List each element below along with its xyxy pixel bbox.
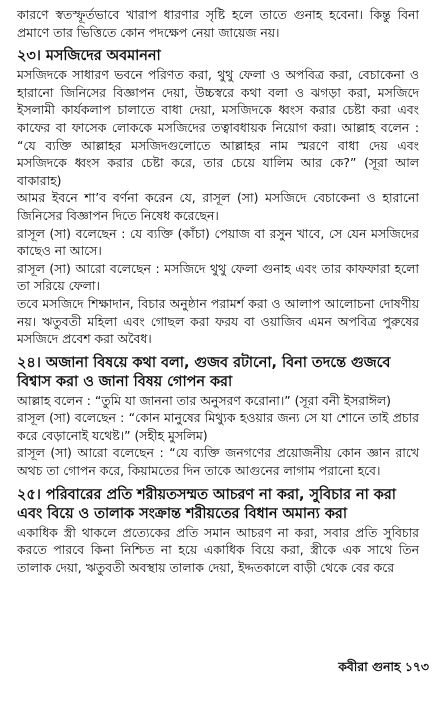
heading-23: ২৩। মসজিদের অবমাননা	[17, 48, 161, 65]
paragraph-amr-narration: আমর ইবনে শা’ব বর্ণনা করেন যে, রাসূল (সা) মসজিদে বেচাকেনা ও হারানো জিনিসের বিজ্ঞাপন দিতে নিষেধ করেছেন।	[17, 190, 419, 223]
paragraph-onion-garlic: রাসূল (সা) বলেছেন : যে ব্যক্তি (কাঁচা) পেয়াজ বা রসুন খাবে, সে যেন মসজিদের কাছেও না আসে।	[17, 225, 419, 259]
paragraph-hadith-liar: রাসূল (সা) বলেছেন : “কোন মানুষের মিথ্যুক হওয়ার জন্য সে যা শোনে তাই প্রচার করে বেড়ানোই যথেষ্ট।” (সহীহ মুসলিম)	[17, 410, 419, 443]
paragraph-permitted-activities: তবে মসজিদে শিক্ষাদান, বিচার অনুষ্ঠান পরামর্শ করা ও আলাপ আলোচনা দোষণীয় নয়। ঋতুবতী মহিলা এবং গোছল করা ফরয বা ওয়াজিব এমন অপবিত্র পুরুষের মসজিদে প্রবেশ করা অবৈধ।	[17, 295, 419, 347]
paragraph-spitting: রাসূল (সা) আরো বলেছেন : মসজিদে থুথু ফেলা গুনাহ এবং তার কাফফারা হলো তা সরিয়ে ফেলা।	[17, 260, 419, 294]
paragraph-hadith-hiding-knowledge: রাসূল (সা) আরো বলেছেন : “যে ব্যক্তি জনগণের প্রয়োজনীয় কোন জ্ঞান রাখে অথচ তা গোপন করে, কিয়ামতের দিন তাকে আগুনের লাগাম পরানো হবে।	[17, 445, 419, 479]
paragraph-quran-quote: আল্লাহ বলেন : “তুমি যা জাননা তার অনুসরণ করোনা।” (সূরা বনী ইসরাঈল)	[17, 392, 391, 408]
heading-24: ২৪। অজানা বিষয়ে কথা বলা, গুজব রটানো, বিনা তদন্তে গুজবে বিশ্বাস করা ও জানা বিষয় গোপন করা	[17, 354, 391, 390]
heading-25: ২৫। পরিবারের প্রতি শরীয়তসম্মত আচরণ না করা, সুবিচার না করা এবং বিয়ে ও তালাক সংক্রান্ত শরীয়তের বিধান অমান্য করা	[17, 486, 396, 522]
paragraph-family-justice: একাধিক স্ত্রী থাকলে প্রত্যেকের প্রতি সমান আচরণ না করা, সবার প্রতি সুবিচার করতে পারবে কিনা নিশ্চিত না হয়ে একাধিক বিয়ে করা, স্ত্রীকে এক সাথে তিন তালাক দেয়া, ঋতুবতী অবস্থায় তালাক দেয়া, ইদ্দতকালে বাড়ী থেকে বের করে	[17, 524, 419, 575]
paragraph-mosque-desecration: মসজিদকে সাধারণ ভবনে পরিণত করা, থুথু ফেলা ও অপবিত্র করা, বেচাকেনা ও হারানো জিনিসের বিজ্ঞাপন দেয়া, উচ্চস্বরে কথা বলা ও ঝগড়া করা, মসজিদে ইসলামী কার্যকলাপ চালাতে বাধা দেয়া, মসজিদকে ধ্বংস করার চেষ্টা করা এবং কাফের বা ফাসেক লোককে মসজিদের তত্বাবধায়ক নিয়োগ করা। আল্লাহ বলেন : “যে ব্যক্তি আল্লাহর মসজিদগুলোতে আল্লাহর নাম স্মরণে বাধা দেয় এবং মসজিদকে ধ্বংস করার চেষ্টা করে, তার চেয়ে যালিম আর কে?” (সূরা আল বাকারাহ)	[17, 67, 419, 188]
page-footer: কবীরা গুনাহ ১৭৩	[338, 659, 429, 674]
paragraph-intro: কারণে স্বতস্ফূর্তভাবে খারাপ ধারণার সৃষ্টি হলে তাতে গুনাহ হবেনা। কিন্তু বিনা প্রমাণে তার ভিত্তিতে কোন পদক্ষেপ নেয়া জায়েজ নয়।	[17, 7, 419, 40]
